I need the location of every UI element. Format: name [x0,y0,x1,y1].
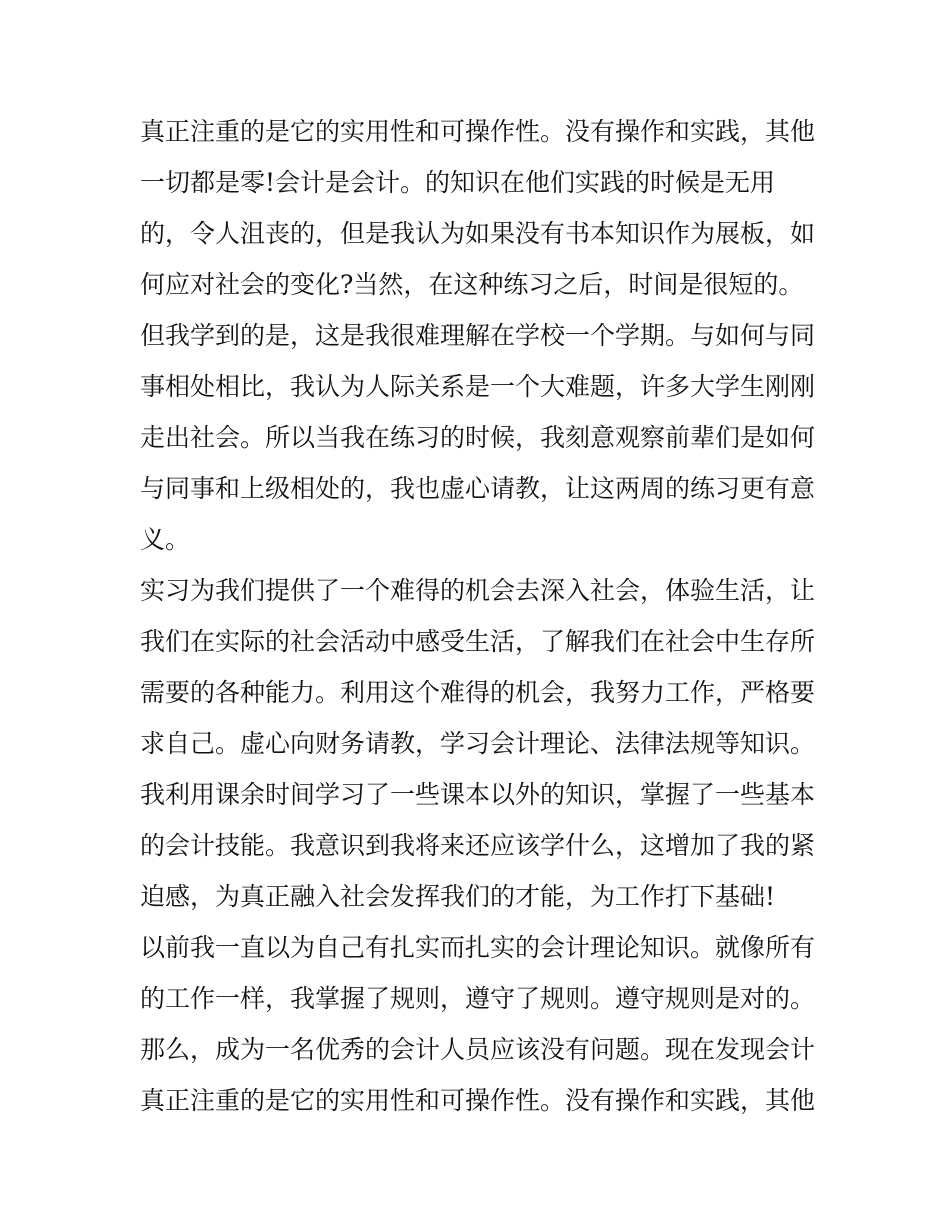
text-line: 需要的各种能力。利用这个难得的机会，我努力工作，严格要 [140,678,816,707]
text-line: 真正注重的是它的实用性和可操作性。没有操作和实践，其他 [140,117,816,146]
text-line: 一切都是零!会计是会计。的知识在他们实践的时候是无用 [140,168,776,197]
text-line: 我们在实际的社会活动中感受生活，了解我们在社会中生存所 [140,627,816,656]
text-line: 的会计技能。我意识到我将来还应该学什么，这增加了我的紧 [140,831,816,860]
text-line: 但我学到的是，这是我很难理解在学校一个学期。与如何与同 [140,321,816,350]
text-line: 与同事和上级相处的，我也虚心请教，让这两周的练习更有意 [140,474,816,503]
text-line: 真正注重的是它的实用性和可操作性。没有操作和实践，其他 [140,1086,816,1115]
text-line: 以前我一直以为自己有扎实而扎实的会计理论知识。就像所有 [140,933,816,962]
body-text [140,106,820,1126]
text-line: 事相处相比，我认为人际关系是一个大难题，许多大学生刚刚 [140,372,816,401]
text-line: 实习为我们提供了一个难得的机会去深入社会，体验生活，让 [140,576,816,605]
text-line: 我利用课余时间学习了一些课本以外的知识，掌握了一些基本 [140,780,816,809]
text-line: 迫感，为真正融入社会发挥我们的才能，为工作打下基础! [140,882,776,911]
text-line: 求自己。虚心向财务请教，学习会计理论、法律法规等知识。 [140,729,816,758]
text-line: 走出社会。所以当我在练习的时候，我刻意观察前辈们是如何 [140,423,816,452]
text-line: 何应对社会的变化?当然，在这种练习之后，时间是很短的。 [140,270,804,299]
text-line: 那么，成为一名优秀的会计人员应该没有问题。现在发现会计 [140,1035,816,1064]
text-line: 的工作一样，我掌握了规则，遵守了规则。遵守规则是对的。 [140,984,816,1013]
text-line: 义。 [140,525,191,554]
text-line: 的，令人沮丧的，但是我认为如果没有书本知识作为展板，如 [140,219,816,248]
